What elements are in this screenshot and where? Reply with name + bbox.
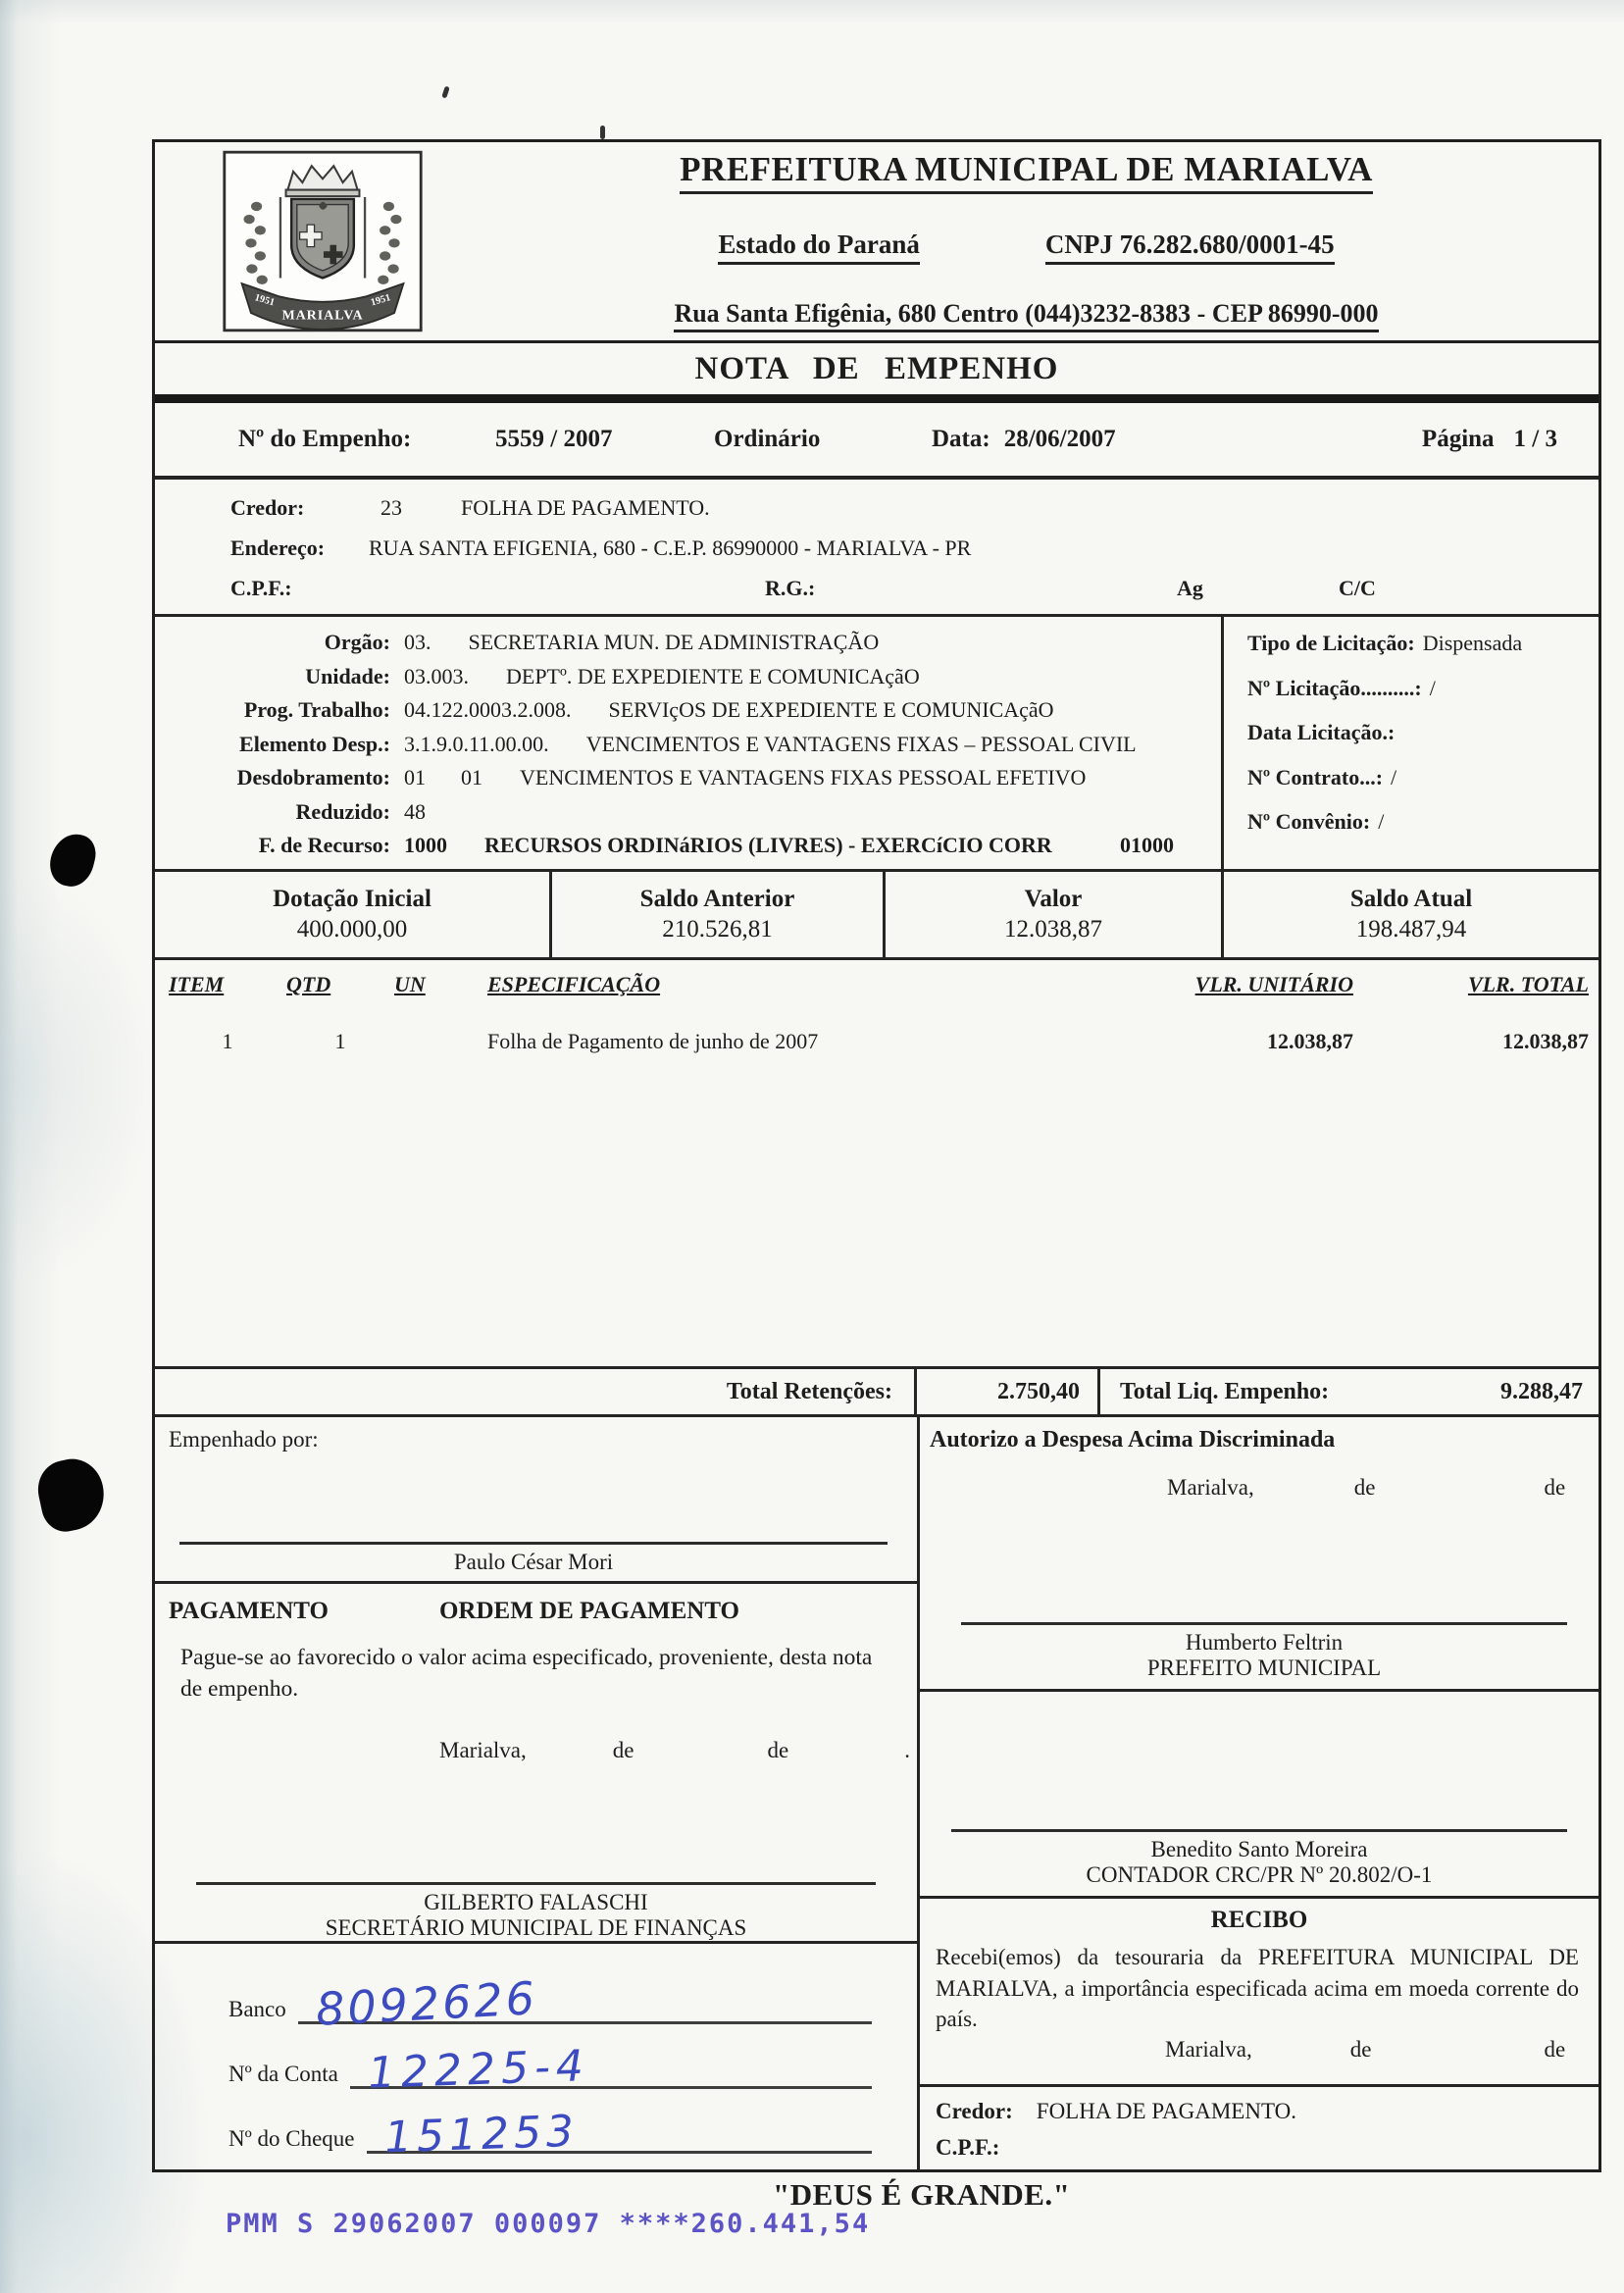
classification-left	[155, 617, 1221, 869]
bank-write-line	[298, 1960, 872, 2036]
signature-line	[961, 1622, 1567, 1625]
page-indicator	[1422, 426, 1599, 453]
row-desc: VENCIMENTOS E VANTAGENS FIXAS PESSOAL EFETIVO	[520, 765, 1087, 790]
licitacao-label: Nº Licitação..........:	[1247, 675, 1422, 700]
col-spec: ESPECIFICAÇÃO	[487, 972, 661, 996]
empenho-type: Ordinário	[714, 426, 821, 452]
city: Marialva,	[439, 1738, 527, 1763]
city: Marialva,	[1165, 2037, 1252, 2063]
crest-year-right: 1951	[369, 292, 392, 309]
col-item: ITEM	[169, 972, 225, 996]
accountant-box	[920, 1692, 1599, 1899]
cpf-label: C.P.F.:	[936, 2134, 1000, 2160]
signatory-name: Benedito Santo Moreira	[1150, 1837, 1368, 1861]
address: Rua Santa Efigênia, 680 Centro (044)3232-8383 - CEP 86990-000	[674, 299, 1378, 332]
bank-row	[228, 1960, 917, 2036]
row-desc: VENCIMENTOS E VANTAGENS FIXAS – PESSOAL CIVIL	[585, 731, 1137, 756]
scan-speck	[600, 126, 605, 139]
row-code: 1000	[404, 833, 447, 857]
authorization-title: Autorizo a Despesa Acima Discriminada	[930, 1427, 1336, 1452]
agency-label: Ag	[1177, 575, 1203, 600]
committed-by-box	[155, 1417, 917, 1584]
of-2: de	[767, 1738, 789, 1763]
bank-label: Banco	[228, 1997, 286, 2021]
row-desc: SERVIçOS DE EXPEDIENTE E COMUNICAçãO	[608, 697, 1054, 722]
classification-row	[155, 728, 1221, 762]
empenho-number-label: Nº do Empenho:	[238, 426, 412, 452]
net-total-label: Total Liq. Empenho:	[1120, 1378, 1330, 1404]
of-2: de	[1544, 1475, 1566, 1500]
signatory-name: Paulo César Mori	[453, 1550, 614, 1574]
budget-cell-value: 400.000,00	[296, 916, 408, 943]
title-band	[155, 340, 1599, 403]
classification-row	[155, 761, 1221, 795]
payment-header	[155, 1584, 917, 1625]
crest-name: MARIALVA	[281, 307, 364, 324]
row-label: Unidade:	[305, 663, 390, 688]
licitacao-row	[1247, 676, 1599, 721]
row-code-2: 01	[461, 765, 482, 790]
budget-classification-section	[155, 617, 1599, 872]
empenho-number: 5559 / 2007	[495, 426, 613, 452]
committed-by-label: Empenhado por:	[169, 1427, 319, 1452]
signatory-title: PREFEITO MUNICIPAL	[1146, 1656, 1382, 1680]
item-unit-value: 12.038,87	[1267, 1029, 1353, 1053]
account-number-label: Nº da Conta	[228, 2062, 338, 2086]
row-label: Reduzido:	[295, 798, 390, 824]
page-number: 1 / 3	[1513, 426, 1557, 452]
resource-code: 01000	[1120, 833, 1174, 857]
net-total-cell	[1100, 1369, 1599, 1414]
retentions-label: Total Retenções:	[155, 1369, 917, 1414]
classification-row	[155, 626, 1221, 660]
row-code: 04.122.0003.2.008.	[404, 697, 572, 722]
payment-title: PAGAMENTO	[169, 1598, 329, 1624]
signatory-title: SECRETÁRIO MUNICIPAL DE FINANÇAS	[325, 1915, 747, 1940]
licitacao-label: Nº Contrato...:	[1247, 764, 1384, 790]
retentions-value: 2.750,40	[917, 1369, 1100, 1414]
receipt-cpf-row	[936, 2129, 1599, 2166]
period: .	[904, 1738, 910, 1763]
bank-handwriting: 8092626	[314, 1971, 538, 2036]
col-total-value: VLR. TOTAL	[1467, 972, 1589, 996]
right-column	[920, 1417, 1599, 2169]
budget-cell	[886, 872, 1224, 957]
receipt-text: Recebi(emos) da tesouraria da PREFEITURA MUNICIPAL DE MARIALVA, a importância especificada acima em moeda corrente do país.	[936, 1945, 1579, 2032]
creditor-label: Credor:	[936, 2098, 1013, 2123]
address-label: Endereço:	[230, 535, 326, 560]
row-code: 03.003.	[404, 663, 469, 688]
licitacao-value: /	[1391, 764, 1397, 790]
licitacao-value: /	[1378, 809, 1385, 834]
cnpj: CNPJ 76.282.680/0001-45	[1045, 229, 1335, 265]
date-value: 28/06/2007	[1003, 426, 1116, 452]
cheque-write-line	[367, 2089, 873, 2164]
payment-text: Pague-se ao favorecido o valor acima especificado, proveniente, desta nota de empenho.	[180, 1645, 873, 1702]
cpf-label: C.P.F.:	[230, 575, 292, 600]
budget-cell-value: 210.526,81	[662, 916, 773, 943]
receipt-dateline	[920, 2037, 1599, 2063]
state-label: Estado do Paraná	[718, 229, 920, 265]
row-label: Prog. Trabalho:	[243, 697, 390, 722]
item-row	[169, 1029, 1589, 1054]
of-1: de	[1349, 2037, 1372, 2063]
empenho-row	[155, 403, 1599, 480]
signature-line	[196, 1882, 876, 1885]
account-handwriting: 12225-4	[367, 2041, 590, 2099]
licitacao-label: Data Licitação.:	[1247, 720, 1396, 744]
budget-cell-value: 198.487,94	[1355, 916, 1467, 943]
receipt-creditor-row	[936, 2093, 1599, 2129]
creditor-name: FOLHA DE PAGAMENTO.	[461, 494, 710, 520]
scan-artifact-blob	[32, 1453, 111, 1536]
budget-cell-label: Saldo Atual	[1349, 886, 1473, 912]
receipt-box	[920, 1899, 1599, 2169]
creditor-name: FOLHA DE PAGAMENTO.	[1036, 2098, 1296, 2123]
signature-block	[179, 1542, 888, 1575]
authorization-dateline	[930, 1475, 1599, 1501]
items-header-row	[169, 972, 1589, 997]
budget-cell	[155, 872, 552, 957]
address-row	[230, 528, 1599, 568]
row-desc: SECRETARIA MUN. DE ADMINISTRAÇÃO	[468, 630, 880, 654]
budget-cell-label: Valor	[1024, 886, 1083, 912]
page-label: Página	[1421, 426, 1495, 452]
classification-row	[155, 660, 1221, 694]
signatory-name: Humberto Feltrin	[1185, 1630, 1344, 1655]
header-line-3	[674, 299, 1378, 329]
creditor-row	[230, 487, 1599, 528]
crest-year-left: 1951	[253, 292, 277, 309]
rg-label: R.G.:	[765, 575, 816, 600]
of-2: de	[1544, 2037, 1566, 2063]
header-line-2	[718, 229, 1334, 265]
row-code: 01	[404, 765, 426, 790]
city: Marialva,	[1167, 1475, 1254, 1500]
licitacao-value: /	[1429, 675, 1436, 700]
row-desc: RECURSOS ORDINáRIOS (LIVRES) - EXERCíCIO CORR	[484, 833, 1052, 857]
signature-block	[155, 1882, 917, 1941]
item-total-value: 12.038,87	[1502, 1029, 1589, 1053]
items-table	[155, 960, 1599, 1366]
account-write-line	[350, 2024, 872, 2099]
receipt-creditor-block	[920, 2084, 1599, 2169]
creditor-label: Credor:	[230, 494, 305, 520]
header-text	[454, 142, 1599, 340]
row-label: Elemento Desp.:	[239, 731, 390, 756]
row-label: F. de Recurso:	[258, 833, 390, 857]
row-label: Desdobramento:	[236, 765, 390, 790]
signature-line	[179, 1542, 888, 1545]
row-code: 3.1.9.0.11.00.00.	[404, 731, 549, 756]
classification-row	[155, 795, 1221, 830]
of-1: de	[612, 1738, 634, 1763]
payment-order-title: ORDEM DE PAGAMENTO	[438, 1598, 739, 1624]
licitacao-label: Nº Convênio:	[1247, 809, 1371, 834]
payment-box	[155, 1584, 917, 2169]
creditor-section	[155, 480, 1599, 617]
budget-cell-label: Saldo Anterior	[639, 886, 795, 912]
nota-de-empenho-form	[152, 139, 1601, 2172]
dot-matrix-print-line: PMM S 29062007 000097 ****260.441,54	[226, 2209, 871, 2239]
licitacao-value: Dispensada	[1422, 631, 1523, 655]
address-value: RUA SANTA EFIGENIA, 680 - C.E.P. 86990000 - MARIALVA - PR	[369, 535, 972, 560]
creditor-code: 23	[381, 494, 402, 520]
of-1: de	[1353, 1475, 1376, 1500]
col-qty: QTD	[286, 972, 331, 996]
cpf-rg-row	[230, 568, 1599, 608]
municipal-crest-icon	[222, 149, 424, 333]
signatory-name: GILBERTO FALASCHI	[424, 1890, 648, 1914]
budget-summary-table	[155, 872, 1599, 960]
signature-block	[930, 1622, 1599, 1689]
licitacao-row	[1247, 809, 1599, 854]
net-total-value: 9.288,47	[1500, 1378, 1583, 1404]
cheque-handwriting: 151253	[382, 2106, 580, 2164]
signatures-section	[155, 1417, 1599, 2169]
row-code: 48	[404, 798, 426, 824]
receipt-title: RECIBO	[1210, 1907, 1308, 1933]
item-spec: Folha de Pagamento de junho de 2007	[487, 1029, 819, 1053]
budget-cell	[552, 872, 886, 957]
signatory-title: CONTADOR CRC/PR Nº 20.802/O-1	[1086, 1862, 1433, 1887]
signature-line	[951, 1829, 1567, 1832]
row-label: Orgão:	[324, 630, 390, 654]
item-number: 1	[222, 1029, 233, 1053]
licitacao-label: Tipo de Licitação:	[1247, 631, 1415, 655]
authorization-box	[920, 1417, 1599, 1692]
row-code: 03.	[404, 630, 431, 654]
classification-row	[155, 829, 1221, 863]
licitacao-row	[1247, 720, 1599, 765]
budget-cell	[1224, 872, 1599, 957]
left-column	[155, 1417, 920, 2169]
motto-text: "DEUS É GRANDE."	[773, 2177, 1071, 2212]
item-qty: 1	[334, 1029, 346, 1053]
licitacao-box	[1221, 617, 1599, 869]
date-label: Data:	[932, 426, 990, 452]
payment-dateline	[155, 1738, 917, 1763]
budget-cell-value: 12.038,87	[1004, 916, 1102, 943]
cheque-number-label: Nº do Cheque	[228, 2126, 355, 2151]
totals-row	[155, 1366, 1599, 1417]
licitacao-row	[1247, 631, 1599, 676]
account-label: C/C	[1339, 575, 1376, 600]
classification-row	[155, 693, 1221, 728]
org-name: PREFEITURA MUNICIPAL DE MARIALVA	[680, 150, 1373, 194]
document-header	[155, 142, 1599, 340]
scan-artifact-blob	[45, 829, 100, 891]
scan-speck	[441, 86, 449, 99]
document-title: NOTA DE EMPENHO	[694, 350, 1059, 386]
cheque-row	[228, 2089, 917, 2164]
licitacao-row	[1247, 765, 1599, 810]
bank-details-box	[155, 1941, 917, 2169]
col-unit: UN	[394, 972, 426, 996]
col-unit-value: VLR. UNITÁRIO	[1194, 972, 1353, 996]
row-desc: DEPTº. DE EXPEDIENTE E COMUNICAçãO	[506, 663, 920, 688]
budget-cell-label: Dotação Inicial	[273, 886, 431, 912]
